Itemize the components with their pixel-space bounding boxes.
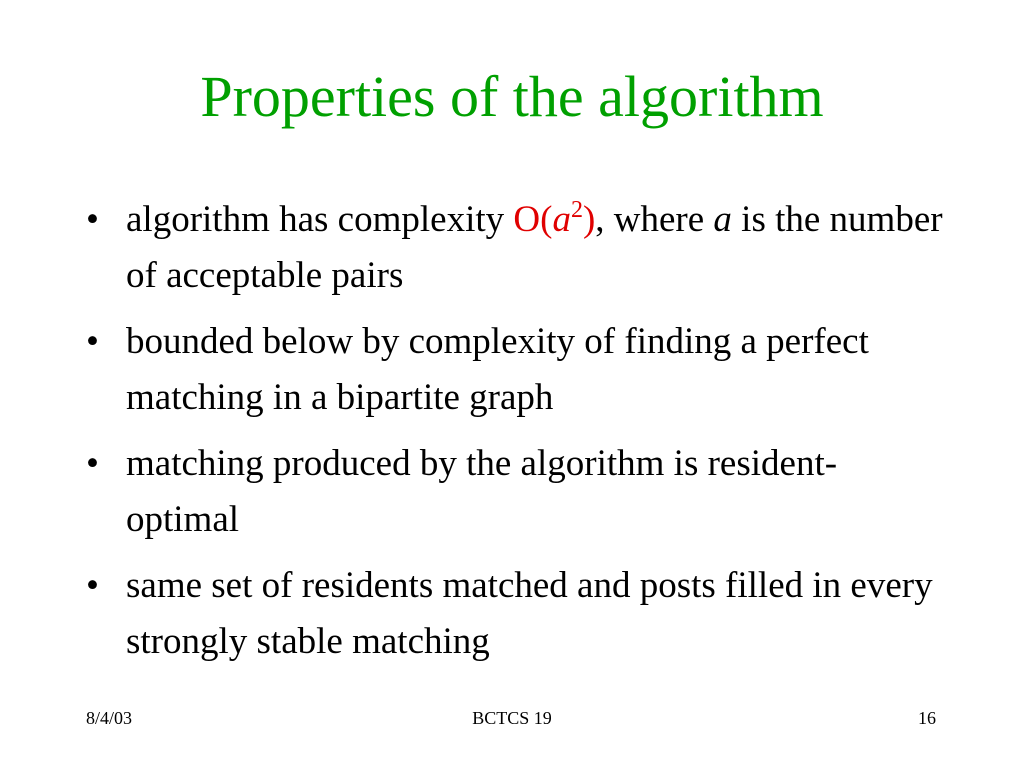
bullet-icon: • — [86, 321, 99, 362]
variable-a: a — [713, 199, 732, 240]
bullet-text-after: is the number of acceptable pairs — [126, 199, 943, 296]
footer-page-number: 16 — [918, 708, 936, 728]
complexity-close: ) — [582, 199, 596, 240]
footer-date: 8/4/03 — [86, 708, 133, 728]
footer-event: BCTCS 19 — [472, 708, 552, 728]
complexity-expression — [513, 199, 595, 240]
bullet-text-mid: , where — [595, 199, 714, 240]
bullet-item-resident-optimal — [86, 436, 946, 548]
bullet-icon: • — [86, 199, 99, 240]
bullet-text: same set of residents matched and posts filled in every strongly stable matching — [126, 565, 933, 662]
slide-title: Properties of the algorithm — [200, 64, 824, 129]
bullet-icon: • — [86, 565, 99, 606]
complexity-variable: a — [552, 199, 571, 240]
bullet-list — [86, 192, 946, 680]
bullet-text-before: algorithm has complexity — [126, 199, 514, 240]
bullet-item-lower-bound — [86, 314, 946, 426]
bullet-text: matching produced by the algorithm is resident-optimal — [126, 443, 838, 540]
bullet-item-same-set — [86, 558, 946, 670]
complexity-open: O( — [513, 199, 553, 240]
complexity-exponent: 2 — [570, 197, 583, 223]
bullet-text: bounded below by complexity of finding a perfect matching in a bipartite graph — [126, 321, 869, 418]
bullet-item-complexity — [86, 192, 946, 304]
bullet-icon: • — [86, 443, 99, 484]
